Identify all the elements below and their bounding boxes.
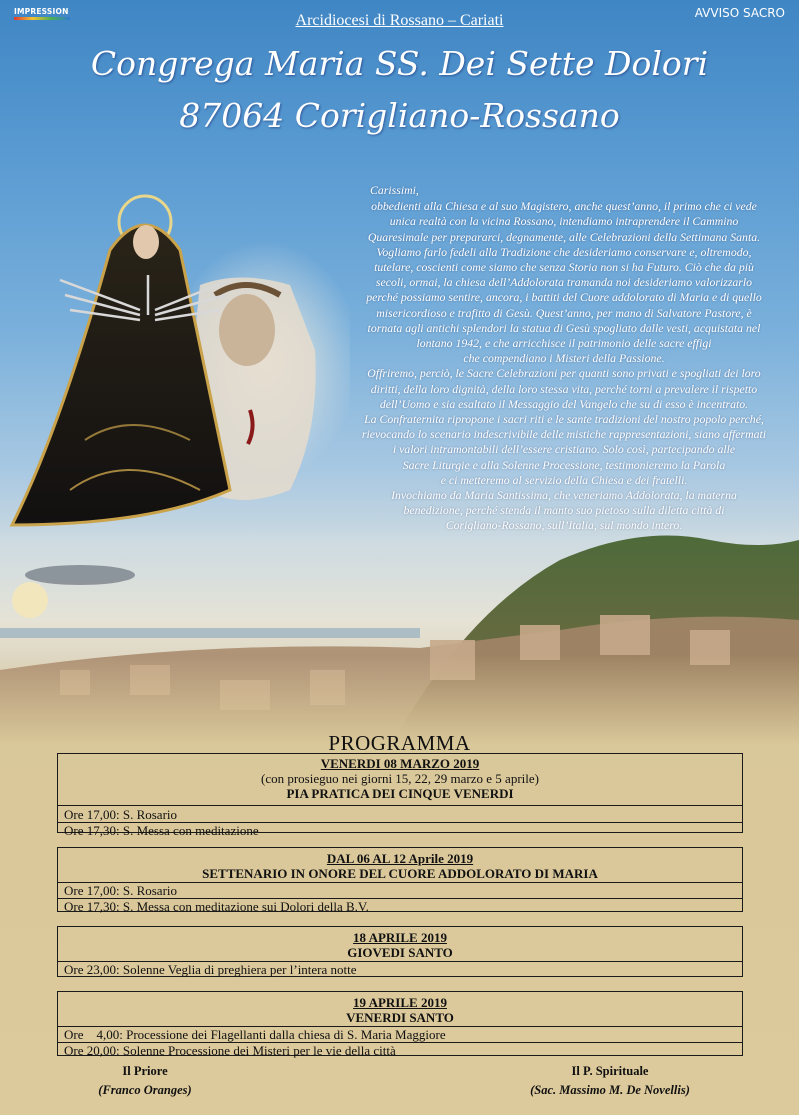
pastoral-letter: [354, 183, 774, 534]
letter-line: e ci metteremo al servizio della Chiesa e dei fratelli.: [440, 472, 688, 487]
letter-line: Quaresimale per prepararci, degnamente, alle Celebrazioni della Settimana Santa.: [367, 229, 761, 244]
event-item: Ore 17,00: S. Rosario: [64, 807, 178, 822]
prior-signature: [70, 1062, 220, 1100]
letter-line: tornata agli antichi splendori la statua di Gesù spogliato dalle vesti, acquistata nel: [367, 320, 761, 335]
event-item: Ore 23,00: Solenne Veglia di preghiera per l’intera notte: [64, 962, 357, 977]
letter-line: secoli, ormai, la chiesa dell’Addolorata tramanda noi desideriamo valorizzarlo: [375, 275, 753, 290]
spiritual-father-name: (Sac. Massimo M. De Novellis): [530, 1083, 690, 1097]
letter-line: Sacre Liturgie e alla Solenne Processione, testimonieremo la Parola: [402, 457, 726, 472]
divider: [58, 805, 742, 806]
letter-line: diritti, della loro dignità, della loro stessa vita, perché torni a prevalere il rispetto: [370, 381, 758, 396]
letter-line: tutelare, coscienti come siamo che senza Storia non si ha Futuro. Ciò che da più: [374, 260, 754, 275]
program-heading: PROGRAMMA: [328, 731, 471, 755]
confraternity-title: Congrega Maria SS. Dei Sette Dolori: [90, 44, 709, 83]
madonna-statue: [12, 225, 230, 525]
letter-line: Offriremo, perciò, le Sacre Celebrazioni per quanti sono privati e spogliati dei loro: [367, 366, 761, 381]
event-date: DAL 06 AL 12 Aprile 2019: [326, 851, 474, 866]
program-event: [57, 926, 743, 977]
letter-line: benedizione, perché stenda il manto suo pietoso sulla diletta città di: [403, 503, 725, 518]
letter-line: i valori intramontabili dell’essere cristiano. Solo così, partecipando alle: [392, 442, 736, 457]
prior-title: Il Priore: [122, 1064, 168, 1078]
event-date: VENERDI 08 MARZO 2019: [320, 756, 480, 771]
program-event: [57, 753, 743, 838]
madonna-face: [133, 225, 159, 259]
event-item: Ore 17,30: S. Messa con meditazione: [64, 823, 259, 838]
letter-line: La Confraternita ripropone i sacri riti e le sante tradizioni del nostro popolo perché,: [364, 412, 764, 427]
letter-line: unica realtà con la vicina Rossano, intendiamo intraprendere il Cammino: [389, 214, 739, 229]
printer-logo-text: IMPRESSION: [14, 7, 69, 16]
letter-line: obbedienti alla Chiesa e al suo Magistero, anche quest’anno, il primo che ci vede: [371, 199, 757, 214]
event-item: Ore 20,00: Solenne Processione dei Misteri per le vie della città: [64, 1043, 396, 1058]
spiritual-father-title: Il P. Spirituale: [571, 1064, 649, 1078]
event-date: 19 APRILE 2019: [353, 995, 447, 1010]
statues-image: [0, 190, 350, 535]
town-panorama: [0, 520, 799, 745]
event-title: SETTENARIO IN ONORE DEL CUORE ADDOLORATO DI MARIA: [202, 866, 598, 881]
letter-line: dell’Uomo e sia esaltato il Messaggio del Vangelo che su di esso è incentrato.: [379, 396, 749, 411]
event-title: PIA PRATICA DEI CINQUE VENERDI: [286, 786, 514, 801]
letter-line: perché possiamo sentire, ancora, i battiti del Cuore addolorato di Maria e di quello: [366, 290, 762, 305]
letter-greeting: Carissimi,: [370, 183, 419, 197]
event-date: 18 APRILE 2019: [353, 930, 447, 945]
letter-line: misericordioso e trafitto di Gesù. Quest’anno, per mano di Salvatore Pastore, è: [376, 305, 752, 320]
event-item: Ore 17,00: S. Rosario: [64, 883, 178, 898]
prior-name: (Franco Oranges): [98, 1083, 192, 1097]
notice-label: AVVISO SACRO: [694, 6, 785, 20]
program-event: [57, 991, 743, 1056]
christ-face: [219, 294, 275, 366]
event-item: Ore 17,30: S. Messa con meditazione sui Dolori della B.V.: [64, 899, 369, 914]
event-title: VENERDI SANTO: [346, 1010, 454, 1025]
letter-line: Vogliamo farlo fedeli alla Tradizione che desideriamo conservare e, oltremodo,: [376, 244, 752, 259]
city-title: 87064 Corigliano-Rossano: [179, 96, 620, 135]
letter-line: Invochiamo da Maria Santissima, che veneriamo Addolorata, la materna: [391, 488, 737, 503]
letter-line: rievocando lo scenario indescrivibile delle mistiche rappresentazioni, siano affermati: [361, 427, 767, 442]
diocese-heading: Arcidiocesi di Rossano – Cariati: [295, 12, 504, 29]
event-title: GIOVEDI SANTO: [347, 945, 453, 960]
event-item: Ore 4,00: Processione dei Flagellanti dalla chiesa di S. Maria Maggiore: [64, 1027, 446, 1042]
letter-line: che compendiano i Misteri della Passione.: [463, 351, 665, 366]
spiritual-father-signature: [495, 1062, 725, 1100]
event-note: (con prosieguo nei giorni 15, 22, 29 marzo e 5 aprile): [261, 771, 539, 786]
program-event: [57, 847, 743, 912]
letter-line: lontano 1942, e che arricchisce il patrimonio delle sacre effigi: [416, 336, 712, 351]
